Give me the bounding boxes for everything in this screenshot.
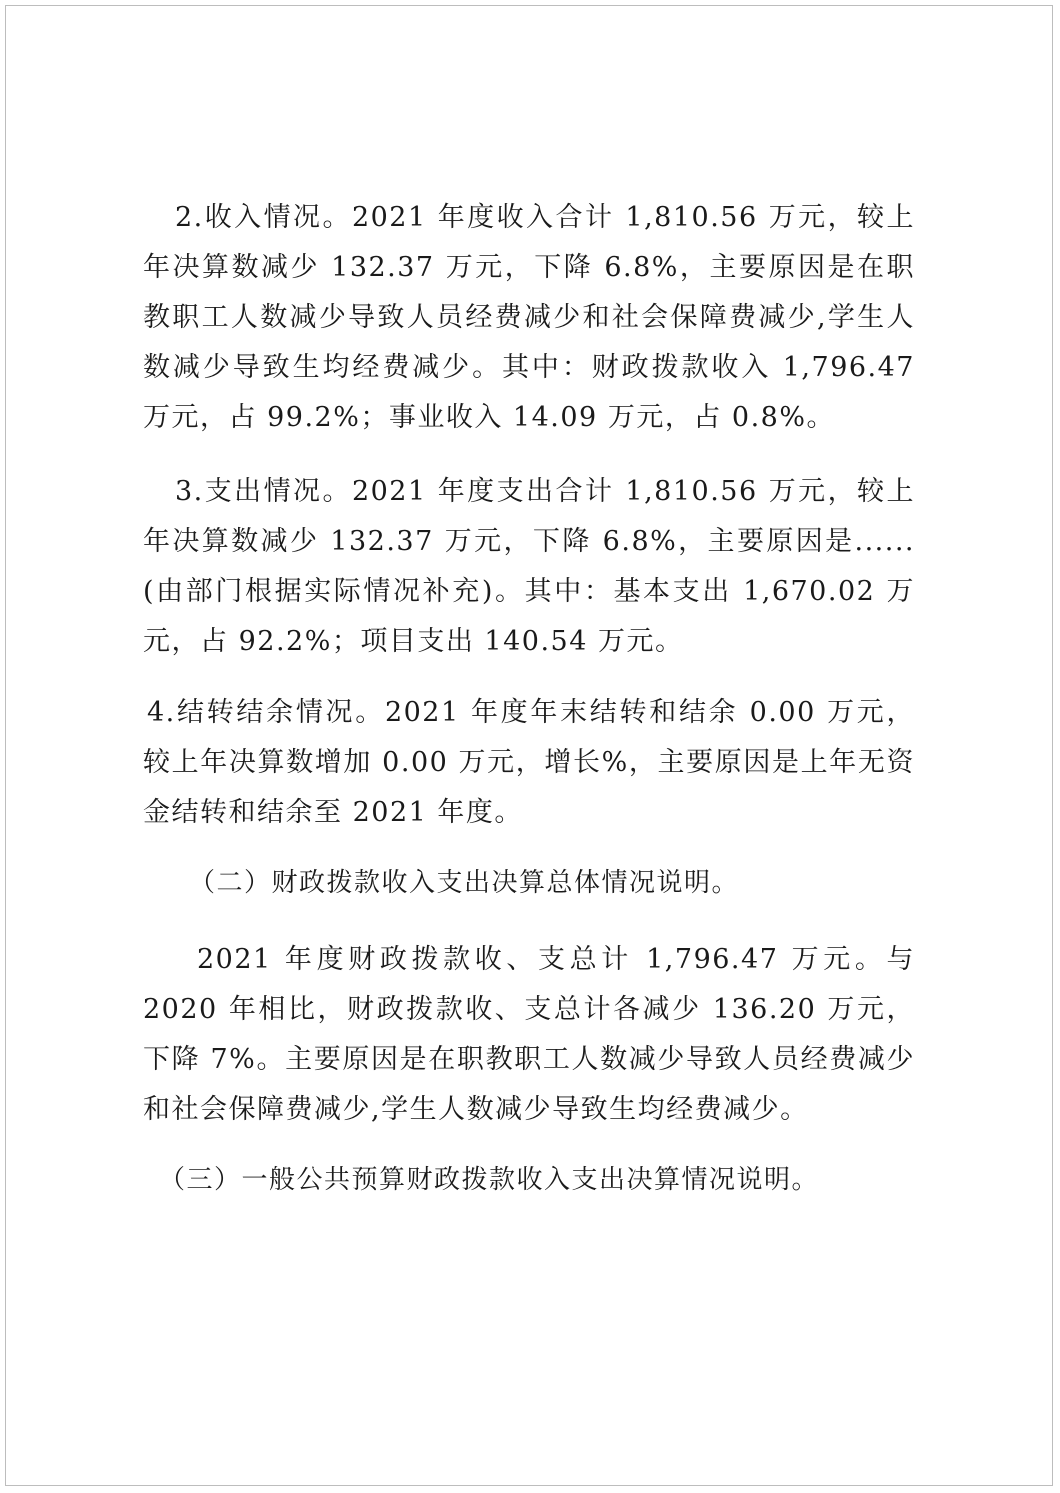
section-2-heading: （二）财政拨款收入支出决算总体情况说明。: [189, 868, 740, 898]
expenditure-paragraph: 3.支出情况。2021 年度支出合计 1,810.56 万元，较上年决算数减少 132.37 万元，下降 6.8%，主要原因是......(由部门根据实际情况补充)。其中：基本支出 1,670.02 万元，占 92.2%；项目支出 140.54 万元。: [143, 476, 915, 657]
section-3-heading: （三）一般公共预算财政拨款收入支出决算情况说明。: [159, 1165, 820, 1195]
carryover-paragraph: 4.结转结余情况。2021 年度年末结转和结余 0.00 万元，较上年决算数增加 0.00 万元，增长%，主要原因是上年无资金结转和结余至 2021 年度。: [143, 697, 915, 828]
income-paragraph: 2.收入情况。2021 年度收入合计 1,810.56 万元，较上年决算数减少 132.37 万元，下降 6.8%，主要原因是在职教职工人数减少导致人员经费减少和社会保障费减少,学生人数减少导致生均经费减少。其中：财政拨款收入 1,796.47 万元，占 99.2%；事业收入 14.09 万元，占 0.8%。: [143, 202, 915, 433]
section-2-body: 2021 年度财政拨款收、支总计 1,796.47 万元。与 2020 年相比，财政拨款收、支总计各减少 136.20 万元，下降 7%。主要原因是在职教职工人数减少导致人员经费减少和社会保障费减少,学生人数减少导致生均经费减少。: [143, 944, 915, 1125]
